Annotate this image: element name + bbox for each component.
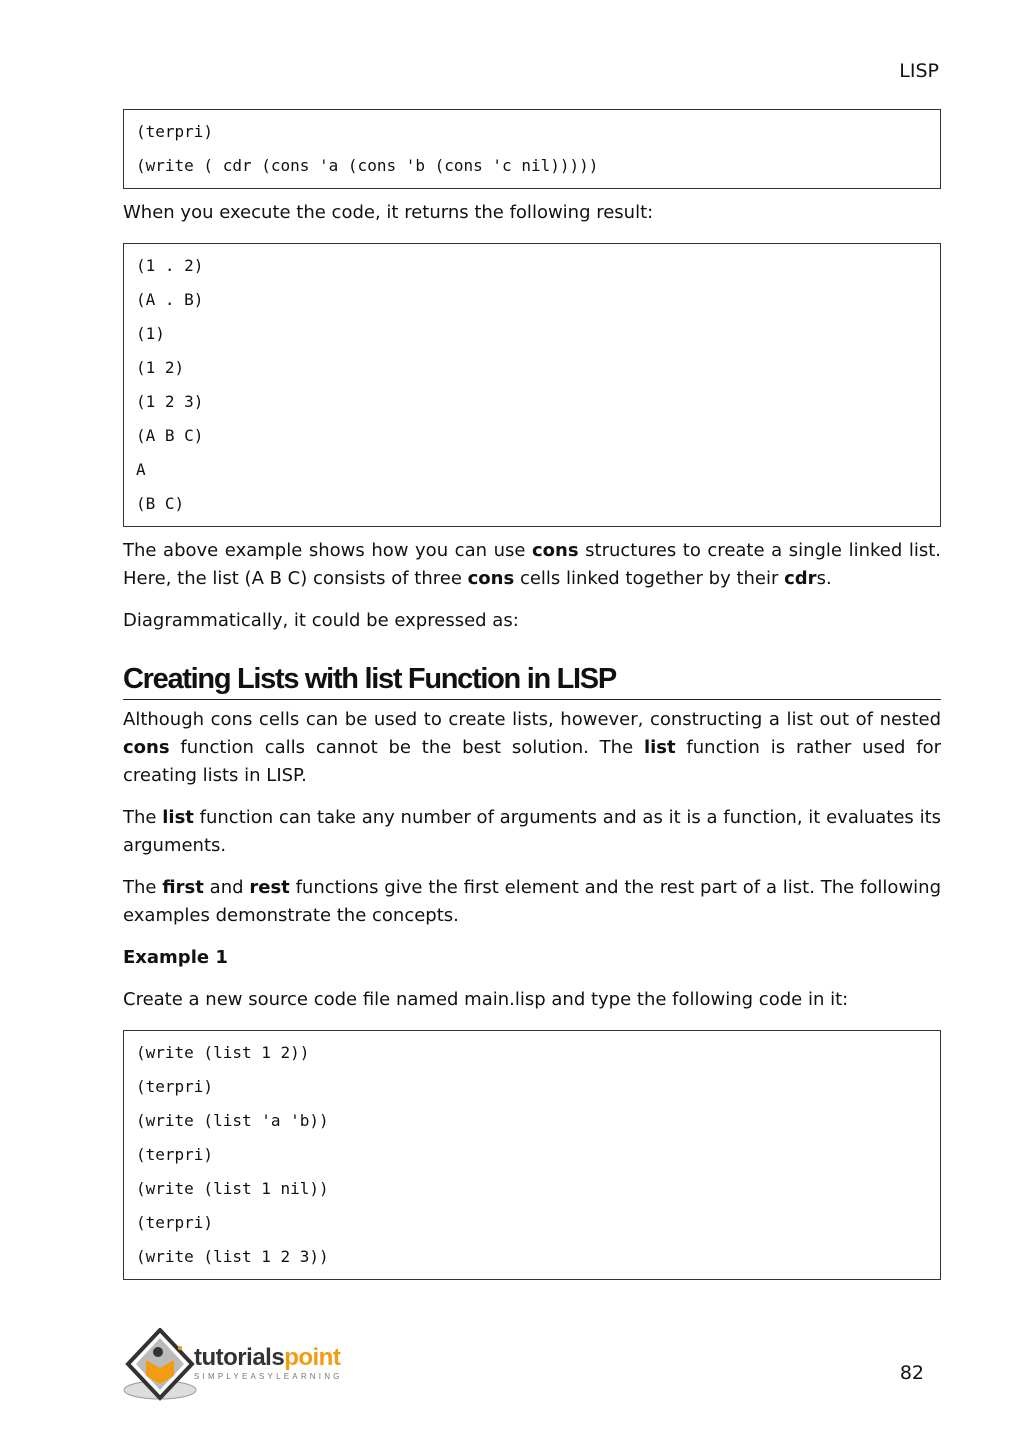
paragraph-list-1 bbox=[123, 706, 941, 790]
bold-term: rest bbox=[249, 877, 290, 898]
paragraph-cons bbox=[123, 537, 941, 593]
logo-word-1: tutorials bbox=[194, 1344, 285, 1371]
page-number: 82 bbox=[899, 1362, 924, 1384]
example-heading: Example 1 bbox=[123, 947, 228, 968]
paragraph-list-3 bbox=[123, 874, 941, 930]
paragraph-execute: When you execute the code, it returns the following result: bbox=[123, 202, 654, 223]
paragraph-list-2 bbox=[123, 804, 941, 860]
paragraph-create: Create a new source code file named main.lisp and type the following code in it: bbox=[123, 989, 849, 1010]
code-line: (write ( cdr (cons 'a (cons 'b (cons 'c nil))))) bbox=[136, 156, 599, 175]
output-line: (1 . 2) bbox=[136, 256, 204, 275]
output-line: A bbox=[136, 460, 146, 479]
code-line: (terpri) bbox=[136, 122, 214, 141]
bold-term: cdr bbox=[784, 568, 817, 589]
text: The above example shows how you can use bbox=[123, 540, 532, 561]
text: functions give the first element and the rest part of a list. The following examples demonstrate the concepts. bbox=[123, 877, 942, 926]
bold-term: cons bbox=[123, 737, 170, 758]
code-block-1 bbox=[123, 109, 941, 189]
text: and bbox=[203, 877, 250, 898]
code-line: (terpri) bbox=[136, 1213, 214, 1232]
bold-term: list bbox=[643, 737, 676, 758]
code-line: (write (list 1 2 3)) bbox=[136, 1247, 329, 1266]
text: s. bbox=[816, 568, 832, 589]
bold-term: list bbox=[162, 807, 194, 828]
text: structures to create a single linked list. Here, the list (A B C) consists of three bbox=[123, 540, 941, 589]
code-line: (write (list 1 2)) bbox=[136, 1043, 310, 1062]
bold-term: cons bbox=[467, 568, 515, 589]
logo-wordmark bbox=[194, 1344, 340, 1372]
logo-word-2: point bbox=[284, 1344, 341, 1371]
text: cells linked together by their bbox=[514, 568, 785, 589]
running-header: LISP bbox=[899, 60, 939, 82]
output-line: (B C) bbox=[136, 494, 185, 513]
code-line: (terpri) bbox=[136, 1077, 214, 1096]
text: function calls cannot be the best solution. The bbox=[169, 737, 644, 758]
section-heading: Creating Lists with list Function in LISP bbox=[123, 661, 941, 700]
output-block bbox=[123, 243, 941, 527]
text: Although cons cells can be used to create lists, however, constructing a list out of nested bbox=[123, 709, 941, 730]
output-line: (1 2) bbox=[136, 358, 185, 377]
bold-term: cons bbox=[532, 540, 579, 561]
logo-tagline: SIMPLYEASYLEARNING bbox=[194, 1372, 343, 1381]
output-line: (A . B) bbox=[136, 290, 204, 309]
code-block-2 bbox=[123, 1030, 941, 1280]
code-line: (terpri) bbox=[136, 1145, 214, 1164]
code-line: (write (list 'a 'b)) bbox=[136, 1111, 329, 1130]
text: function is rather used for creating lists in LISP. bbox=[123, 737, 941, 786]
output-line: (A B C) bbox=[136, 426, 204, 445]
page-content bbox=[123, 109, 941, 1280]
text: The bbox=[123, 807, 163, 828]
bold-term: first bbox=[162, 877, 204, 898]
output-line: (1 2 3) bbox=[136, 392, 204, 411]
code-line: (write (list 1 nil)) bbox=[136, 1179, 329, 1198]
paragraph-diagram: Diagrammatically, it could be expressed as: bbox=[123, 610, 519, 631]
output-line: (1) bbox=[136, 324, 165, 343]
text: function can take any number of arguments and as it is a function, it evaluates its arguments. bbox=[123, 807, 942, 856]
text: The bbox=[123, 877, 163, 898]
logo-diamond-icon bbox=[122, 1328, 202, 1403]
tutorialspoint-logo bbox=[122, 1328, 372, 1403]
